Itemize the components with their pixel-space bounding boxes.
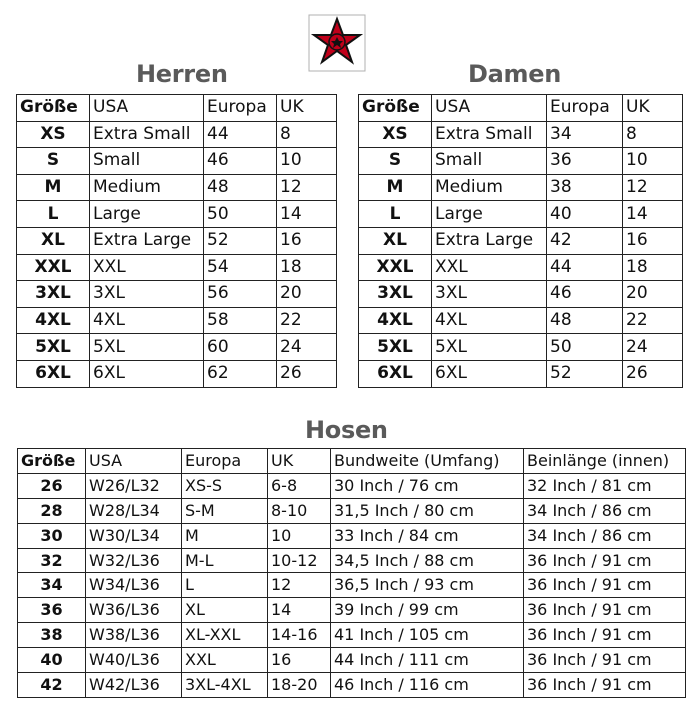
table-cell: 39 Inch / 99 cm (331, 598, 524, 623)
column-header: Größe (18, 449, 86, 474)
hosen-size-table (17, 448, 686, 698)
table-cell: 36 Inch / 91 cm (524, 548, 686, 573)
table-cell: 10 (268, 523, 331, 548)
table-cell: 38 (547, 174, 623, 201)
size-cell: 4XL (17, 307, 90, 334)
table-cell: 41 Inch / 105 cm (331, 623, 524, 648)
size-cell: XS (17, 121, 90, 148)
table-cell: W40/L36 (86, 648, 182, 673)
size-cell: XL (17, 227, 90, 254)
table-row (359, 334, 683, 361)
table-cell: 52 (547, 360, 623, 387)
table-cell: 8 (623, 121, 683, 148)
table-cell: 12 (277, 174, 337, 201)
table-cell: M (182, 523, 268, 548)
size-cell: 5XL (17, 334, 90, 361)
hosen-title: Hosen (305, 416, 388, 444)
table-cell: 44 (204, 121, 277, 148)
table-cell: W26/L32 (86, 473, 182, 498)
size-cell: 3XL (359, 281, 432, 308)
table-cell: 14 (623, 201, 683, 228)
column-header: Größe (17, 95, 90, 122)
table-cell: W34/L36 (86, 573, 182, 598)
table-cell: 40 (547, 201, 623, 228)
table-cell: 48 (547, 307, 623, 334)
table-cell: 56 (204, 281, 277, 308)
table-cell: 36 Inch / 91 cm (524, 598, 686, 623)
table-cell: S-M (182, 498, 268, 523)
size-cell: 34 (18, 573, 86, 598)
table-cell: Small (432, 148, 547, 175)
table-cell: XXL (432, 254, 547, 281)
table-header-row (359, 95, 683, 122)
table-cell: XL (182, 598, 268, 623)
star-logo-icon (308, 14, 366, 72)
table-row (18, 473, 686, 498)
table-row (17, 307, 337, 334)
table-row (17, 254, 337, 281)
table-cell: 8-10 (268, 498, 331, 523)
size-cell: 30 (18, 523, 86, 548)
size-cell: 4XL (359, 307, 432, 334)
table-cell: 22 (623, 307, 683, 334)
table-cell: 5XL (432, 334, 547, 361)
table-cell: 50 (204, 201, 277, 228)
size-cell: XS (359, 121, 432, 148)
size-cell: 38 (18, 623, 86, 648)
table-cell: W28/L34 (86, 498, 182, 523)
size-cell: L (17, 201, 90, 228)
table-cell: 58 (204, 307, 277, 334)
table-cell: 48 (204, 174, 277, 201)
table-cell: 4XL (432, 307, 547, 334)
table-row (359, 148, 683, 175)
table-cell: 16 (277, 227, 337, 254)
size-cell: M (359, 174, 432, 201)
size-cell: 26 (18, 473, 86, 498)
table-row (18, 548, 686, 573)
table-cell: 22 (277, 307, 337, 334)
table-cell: 30 Inch / 76 cm (331, 473, 524, 498)
table-cell: 24 (623, 334, 683, 361)
column-header: Europa (547, 95, 623, 122)
size-cell: 36 (18, 598, 86, 623)
table-cell: 32 Inch / 81 cm (524, 473, 686, 498)
column-header: UK (277, 95, 337, 122)
table-row (17, 174, 337, 201)
table-cell: 34 Inch / 86 cm (524, 523, 686, 548)
size-cell: 6XL (17, 360, 90, 387)
table-row (17, 148, 337, 175)
table-cell: 34 (547, 121, 623, 148)
size-cell: 5XL (359, 334, 432, 361)
table-cell: Large (432, 201, 547, 228)
table-cell: 5XL (90, 334, 204, 361)
table-cell: XL-XXL (182, 623, 268, 648)
table-cell: 46 (204, 148, 277, 175)
table-row (18, 648, 686, 673)
column-header: UK (268, 449, 331, 474)
table-row (359, 307, 683, 334)
table-cell: 20 (277, 281, 337, 308)
table-row (17, 360, 337, 387)
table-cell: 44 Inch / 111 cm (331, 648, 524, 673)
table-cell: 18 (277, 254, 337, 281)
table-row (359, 201, 683, 228)
table-row (17, 334, 337, 361)
table-row (18, 498, 686, 523)
table-cell: Medium (90, 174, 204, 201)
table-header-row (17, 95, 337, 122)
size-cell: 40 (18, 648, 86, 673)
table-cell: W32/L36 (86, 548, 182, 573)
table-cell: 6-8 (268, 473, 331, 498)
size-cell: 42 (18, 673, 86, 698)
table-cell: 6XL (90, 360, 204, 387)
table-cell: 42 (547, 227, 623, 254)
table-row (359, 360, 683, 387)
table-cell: 46 (547, 281, 623, 308)
table-cell: W42/L36 (86, 673, 182, 698)
table-cell: Extra Small (432, 121, 547, 148)
table-cell: XS-S (182, 473, 268, 498)
table-cell: 14-16 (268, 623, 331, 648)
table-cell: 6XL (432, 360, 547, 387)
table-cell: 3XL (432, 281, 547, 308)
column-header: Beinlänge (innen) (524, 449, 686, 474)
table-cell: 44 (547, 254, 623, 281)
table-cell: 14 (268, 598, 331, 623)
table-cell: 34,5 Inch / 88 cm (331, 548, 524, 573)
table-cell: Extra Large (90, 227, 204, 254)
table-row (17, 281, 337, 308)
table-cell: 18 (623, 254, 683, 281)
size-cell: 3XL (17, 281, 90, 308)
table-cell: Medium (432, 174, 547, 201)
table-cell: 26 (277, 360, 337, 387)
size-cell: 32 (18, 548, 86, 573)
table-cell: Small (90, 148, 204, 175)
damen-size-table (358, 94, 683, 388)
table-cell: 31,5 Inch / 80 cm (331, 498, 524, 523)
table-cell: L (182, 573, 268, 598)
table-row (359, 227, 683, 254)
table-cell: 10 (623, 148, 683, 175)
table-cell: 16 (268, 648, 331, 673)
size-cell: S (359, 148, 432, 175)
size-cell: M (17, 174, 90, 201)
table-row (18, 598, 686, 623)
table-cell: 46 Inch / 116 cm (331, 673, 524, 698)
table-cell: 10-12 (268, 548, 331, 573)
table-cell: M-L (182, 548, 268, 573)
table-cell: 3XL (90, 281, 204, 308)
table-cell: 36 Inch / 91 cm (524, 623, 686, 648)
table-cell: Extra Large (432, 227, 547, 254)
size-cell: XL (359, 227, 432, 254)
table-cell: 8 (277, 121, 337, 148)
table-cell: W30/L34 (86, 523, 182, 548)
table-cell: 36 Inch / 91 cm (524, 648, 686, 673)
herren-size-table (16, 94, 337, 388)
table-cell: 36 Inch / 91 cm (524, 673, 686, 698)
table-cell: 24 (277, 334, 337, 361)
column-header: USA (432, 95, 547, 122)
size-cell: L (359, 201, 432, 228)
size-cell: XXL (17, 254, 90, 281)
herren-title: Herren (136, 60, 228, 88)
table-cell: Large (90, 201, 204, 228)
table-cell: 50 (547, 334, 623, 361)
column-header: Bundweite (Umfang) (331, 449, 524, 474)
table-cell: 60 (204, 334, 277, 361)
table-row (18, 523, 686, 548)
table-cell: 20 (623, 281, 683, 308)
table-cell: W38/L36 (86, 623, 182, 648)
table-cell: W36/L36 (86, 598, 182, 623)
table-cell: 36 Inch / 91 cm (524, 573, 686, 598)
column-header: UK (623, 95, 683, 122)
column-header: Größe (359, 95, 432, 122)
size-cell: 28 (18, 498, 86, 523)
table-row (359, 254, 683, 281)
table-row (18, 573, 686, 598)
brand-logo (308, 14, 366, 72)
table-header-row (18, 449, 686, 474)
column-header: USA (86, 449, 182, 474)
table-row (17, 227, 337, 254)
table-cell: 26 (623, 360, 683, 387)
table-cell: 36 (547, 148, 623, 175)
size-cell: 6XL (359, 360, 432, 387)
table-cell: 12 (268, 573, 331, 598)
table-cell: 54 (204, 254, 277, 281)
table-cell: 62 (204, 360, 277, 387)
table-row (18, 623, 686, 648)
table-cell: 52 (204, 227, 277, 254)
table-cell: 14 (277, 201, 337, 228)
table-cell: 18-20 (268, 673, 331, 698)
size-cell: XXL (359, 254, 432, 281)
table-cell: 16 (623, 227, 683, 254)
table-cell: XXL (182, 648, 268, 673)
column-header: USA (90, 95, 204, 122)
table-cell: 10 (277, 148, 337, 175)
table-row (359, 121, 683, 148)
column-header: Europa (182, 449, 268, 474)
size-cell: S (17, 148, 90, 175)
table-cell: 12 (623, 174, 683, 201)
table-cell: 34 Inch / 86 cm (524, 498, 686, 523)
table-cell: Extra Small (90, 121, 204, 148)
table-cell: 36,5 Inch / 93 cm (331, 573, 524, 598)
damen-title: Damen (468, 60, 561, 88)
table-row (359, 174, 683, 201)
table-cell: 3XL-4XL (182, 673, 268, 698)
table-row (18, 673, 686, 698)
table-row (17, 121, 337, 148)
table-row (17, 201, 337, 228)
table-row (359, 281, 683, 308)
column-header: Europa (204, 95, 277, 122)
table-cell: XXL (90, 254, 204, 281)
table-cell: 33 Inch / 84 cm (331, 523, 524, 548)
table-cell: 4XL (90, 307, 204, 334)
